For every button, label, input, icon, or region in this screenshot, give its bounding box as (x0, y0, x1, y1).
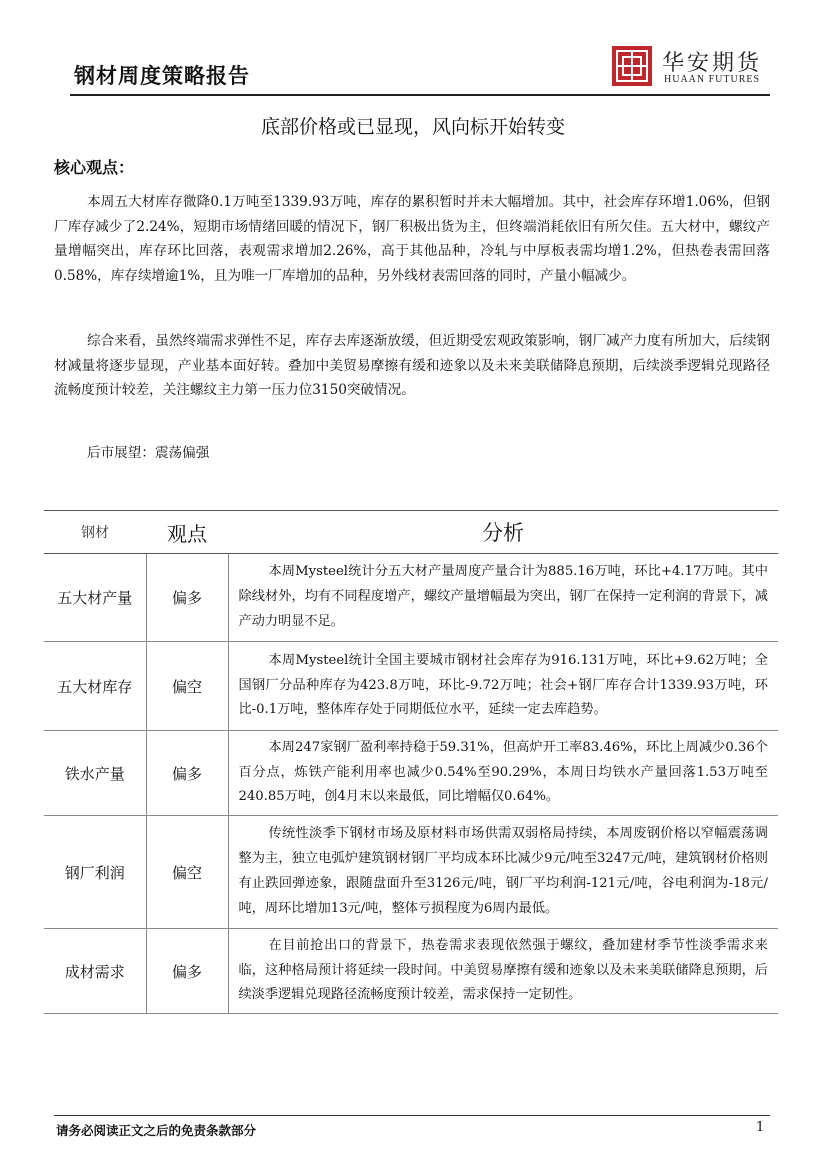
header-view: 观点 (146, 511, 228, 554)
table-row (44, 929, 778, 1014)
row-category: 铁水产量 (44, 731, 146, 816)
row-analysis: 本周Mysteel统计全国主要城市钢材社会库存为916.131万吨，环比+9.62万吨；全国钢厂分品种库存为423.8万吨，环比-9.72万吨；社会+钢厂库存合计1339.93万吨，环比-0.1万吨，整体库存处于同期低位水平，延续一定去库趋势。 (228, 642, 778, 731)
outlook-line: 后市展望：震荡偏强 (87, 445, 210, 461)
row-view: 偏多 (146, 554, 228, 642)
analysis-table (44, 510, 778, 1014)
header-divider (70, 94, 770, 96)
summary-paragraph-2: 综合来看，虽然终端需求弹性不足，库存去库逐渐放缓，但近期受宏观政策影响，钢厂减产力度有所加大，后续钢材减量将逐步显现，产业基本面好转。叠加中美贸易摩擦有缓和迹象以及未来美联储降息预期，后续淡季逻辑兑现路径流畅度预计较差，关注螺纹主力第一压力位3150突破情况。 (54, 333, 770, 398)
document-title: 底部价格或已显现，风向标开始转变 (260, 116, 565, 138)
disclaimer-note: 请务必阅读正文之后的免责条款部分 (56, 1123, 257, 1138)
summary-paragraph-1: 本周五大材库存微降0.1万吨至1339.93万吨，库存的累积暂时并未大幅增加。其中，社会库存环增1.06%，但钢厂库存减少了2.24%，短期市场情绪回暖的情况下，钢厂积极出货为主，但终端消耗依旧有所欠佳。五大材中，螺纹产量增幅突出，库存环比回落，表观需求增加2.26%，高于其他品种，冷轧与中厚板表需均增1.2%，但热卷表需回落0.58%，库存续增逾1%，且为唯一厂库增加的品种，另外线材表需回落的同时，产量小幅减少。 (54, 194, 770, 284)
row-category: 成材需求 (44, 929, 146, 1014)
huaan-logo-icon (612, 46, 652, 86)
row-analysis: 本周247家钢厂盈利率持稳于59.31%，但高炉开工率83.46%，环比上周减少0.36个百分点，炼铁产能利用率也减少0.54%至90.29%，本周日均铁水产量回落1.53万吨至240.85万吨，创4月末以来最低，同比增幅仅0.64%。 (228, 731, 778, 816)
company-logo (612, 46, 770, 90)
row-view: 偏多 (146, 929, 228, 1014)
table-header-row (44, 511, 778, 554)
row-analysis: 本周Mysteel统计分五大材产量周度产量合计为885.16万吨，环比+4.17万吨。其中除线材外，均有不同程度增产，螺纹产量增幅最为突出，钢厂在保持一定利润的背景下，减产动力明显不足。 (228, 554, 778, 642)
row-view: 偏空 (146, 642, 228, 731)
header-analysis: 分析 (228, 511, 778, 554)
logo-english-text: HUAAN FUTURES (664, 74, 761, 85)
table-row (44, 554, 778, 642)
logo-chinese-text: 华安期货 (662, 51, 763, 76)
report-series-title: 钢材周度策略报告 (74, 64, 250, 88)
table-row (44, 642, 778, 731)
table-row (44, 731, 778, 816)
row-category: 钢厂利润 (44, 816, 146, 929)
page-number: 1 (756, 1120, 765, 1135)
row-view: 偏空 (146, 816, 228, 929)
row-view: 偏多 (146, 731, 228, 816)
footer-divider (54, 1115, 770, 1116)
row-category: 五大材产量 (44, 554, 146, 642)
row-analysis: 在目前抢出口的背景下，热卷需求表现依然强于螺纹，叠加建材季节性淡季需求来临，这种格局预计将延续一段时间。中美贸易摩擦有缓和迹象以及未来美联储降息预期，后续淡季逻辑兑现路径流畅度预计较差，需求保持一定韧性。 (228, 929, 778, 1014)
row-category: 五大材库存 (44, 642, 146, 731)
header-category: 钢材 (44, 511, 146, 554)
row-analysis: 传统性淡季下钢材市场及原材料市场供需双弱格局持续，本周废钢价格以窄幅震荡调整为主，独立电弧炉建筑钢材钢厂平均成本环比减少9元/吨至3247元/吨，建筑钢材价格则有止跌回弹迹象，跟随盘面升至3126元/吨，钢厂平均利润-121元/吨，谷电利润为-18元/吨，周环比增加13元/吨，整体亏损程度为6周内最低。 (228, 816, 778, 929)
core-view-heading: 核心观点： (54, 158, 135, 177)
table-row (44, 816, 778, 929)
